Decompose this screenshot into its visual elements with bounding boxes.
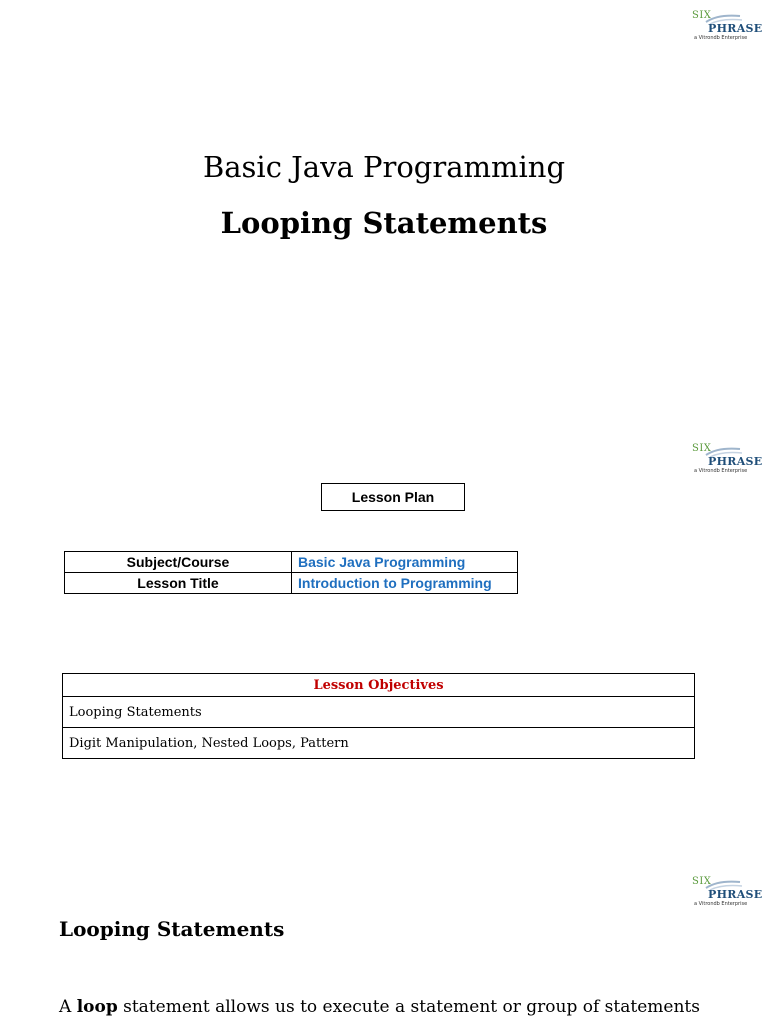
logo-six-text: SIX	[692, 876, 712, 887]
lesson-objectives-table	[62, 673, 695, 759]
logo-tagline: a Vitrondb Enterprise	[694, 35, 748, 41]
logo-phrase-text: PHRASE	[708, 455, 763, 468]
body-text-bold: loop	[76, 997, 118, 1017]
lesson-plan-label: Lesson Plan	[321, 483, 465, 511]
logo-phrase-text: PHRASE	[708, 22, 763, 35]
table-row	[65, 573, 518, 594]
body-text-prefix: A	[59, 997, 77, 1017]
table-row	[63, 697, 695, 728]
table-row	[63, 728, 695, 759]
sixphrase-logo	[690, 10, 762, 44]
lesson-title-value: Introduction to Programming	[292, 573, 518, 594]
body-text-rest: statement allows us to execute a statement or group of statements	[117, 997, 700, 1017]
objective-item: Looping Statements	[63, 697, 695, 728]
subject-course-value: Basic Java Programming	[292, 552, 518, 573]
logo-tagline: a Vitrondb Enterprise	[694, 468, 748, 474]
document-subtitle: Looping Statements	[220, 206, 548, 240]
lesson-info-table	[64, 551, 518, 594]
objective-item: Digit Manipulation, Nested Loops, Pattern	[63, 728, 695, 759]
section-heading: Looping Statements	[59, 917, 285, 941]
sixphrase-logo	[690, 876, 762, 910]
lesson-title-label: Lesson Title	[65, 573, 292, 594]
body-paragraph	[59, 997, 700, 1017]
logo-phrase-text: PHRASE	[708, 888, 763, 901]
table-header-row	[63, 674, 695, 697]
logo-six-text: SIX	[692, 443, 712, 454]
document-title: Basic Java Programming	[202, 150, 566, 184]
objectives-header: Lesson Objectives	[63, 674, 695, 697]
sixphrase-logo	[690, 443, 762, 477]
logo-tagline: a Vitrondb Enterprise	[694, 901, 748, 907]
logo-six-text: SIX	[692, 10, 712, 21]
table-row	[65, 552, 518, 573]
subject-course-label: Subject/Course	[65, 552, 292, 573]
